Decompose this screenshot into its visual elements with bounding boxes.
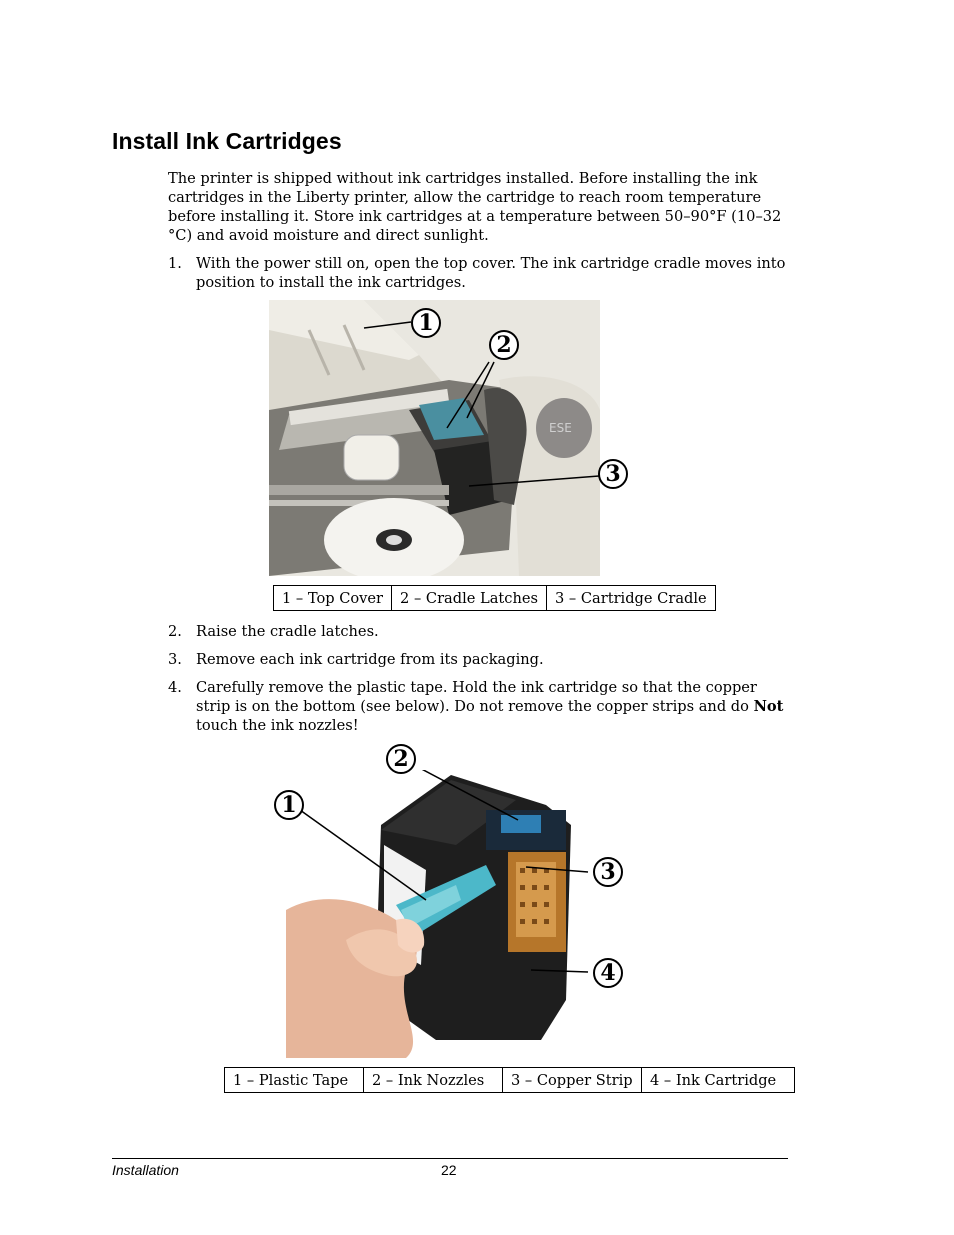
step-text: Remove each ink cartridge from its packaging.: [196, 651, 544, 668]
figure1-legend: [273, 585, 716, 611]
cartridge-photo: [286, 770, 596, 1058]
step-text: With the power still on, open the top cover. The ink cartridge cradle moves into position to install the ink cartridges.: [196, 255, 786, 291]
step-text-part: touch the ink nozzles!: [196, 717, 359, 734]
step-number: 2.: [168, 623, 182, 640]
footer-rule: [112, 1158, 788, 1159]
legend-cell: 1 – Top Cover: [274, 586, 392, 611]
callout-4: 4: [593, 958, 623, 988]
callout-1: 1: [274, 790, 304, 820]
callout-1: 1: [411, 308, 441, 338]
intro-paragraph: The printer is shipped without ink cartridges installed. Before installing the ink cartridges in the Liberty printer, allow the cartridge to reach room temperature before installing it. Store ink cartridges at a temperature between 50–90°F (10–32 °C) and avoid moisture and direct sunlight.: [168, 170, 782, 244]
step-number: 3.: [168, 651, 182, 668]
callout-3: 3: [593, 857, 623, 887]
legend-cell: 4 – Ink Cartridge: [642, 1068, 795, 1093]
legend-cell: 2 – Ink Nozzles: [364, 1068, 503, 1093]
step-text: [196, 678, 786, 735]
figure2-legend: [224, 1067, 795, 1093]
legend-cell: 3 – Copper Strip: [503, 1068, 642, 1093]
step-text-part: Carefully remove the plastic tape. Hold the ink cartridge so that the copper strip is on the bottom (see below). Do not remove the copper strips and do: [196, 679, 757, 715]
legend-cell: 2 – Cradle Latches: [392, 586, 547, 611]
legend-cell: 3 – Cartridge Cradle: [547, 586, 716, 611]
printer-label: ESE: [549, 421, 572, 435]
step-text: Raise the cradle latches.: [196, 623, 379, 640]
footer-section: Installation: [112, 1162, 179, 1178]
step-number: 1.: [168, 255, 182, 272]
page-number: 22: [441, 1162, 457, 1178]
step-number: 4.: [168, 679, 182, 696]
callout-2: 2: [489, 330, 519, 360]
callout-2: 2: [386, 744, 416, 774]
legend-cell: 1 – Plastic Tape: [225, 1068, 364, 1093]
printer-photo: [269, 300, 600, 576]
page-title: Install Ink Cartridges: [112, 128, 342, 154]
cartridge-illustration: [286, 770, 596, 1058]
emphasis-not: Not: [753, 698, 784, 715]
printer-illustration: [269, 300, 600, 576]
callout-3: 3: [598, 459, 628, 489]
